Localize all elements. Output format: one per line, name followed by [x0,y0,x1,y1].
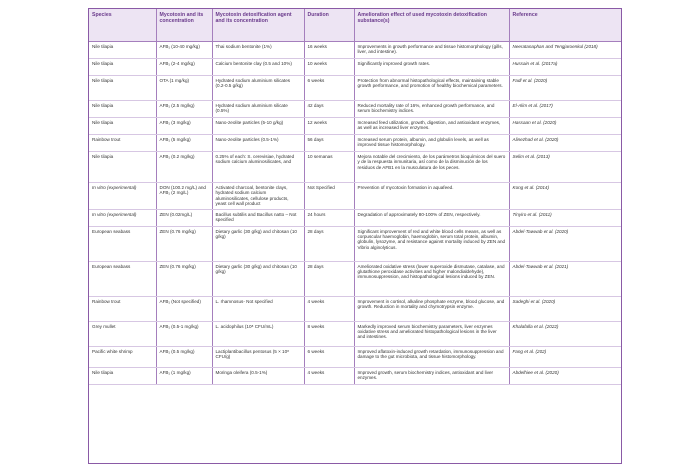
cell-agent: Hydrated sodium aluminium silicate (0.5%) [212,101,304,118]
cell-species: Nile tilapia [89,152,156,183]
header-mycotoxin: Mycotoxin and its concentration [156,9,212,42]
cell-reference: Abdel-Tawwab et al. (2021) [509,261,621,296]
cell-duration: 4 weeks [304,296,354,321]
header-species: Species [89,9,156,42]
cell-duration: 6 weeks [304,76,354,101]
table-row [89,346,621,367]
cell-mycotoxin: ZEN (0.02mg/L) [156,209,212,226]
table-row [89,152,621,183]
table-row [89,76,621,101]
mycotoxin-table [89,9,621,385]
table-row [89,135,621,152]
cell-effect: Significantly improved growth rates. [354,59,509,76]
cell-duration: 16 weeks [304,42,354,59]
cell-species: European seabass [89,261,156,296]
cell-duration: 28 days [304,226,354,261]
cell-mycotoxin: ZEN (0.76 mg/kg) [156,226,212,261]
cell-species: Grey mullet [89,321,156,346]
cell-agent: Activated charcoal, bentonite clays, hydrated sodium calcium aluminosilicates, cellulose products, yeast cell wall product [212,183,304,210]
cell-agent: Nano-zeolite particles (0.5-1%) [212,135,304,152]
cell-reference: Alinezhad et al. (2020) [509,135,621,152]
cell-mycotoxin: AFB₁ (10-40 mg/kg) [156,42,212,59]
cell-agent: L. acidophilus (10⁸ CFU/mL) [212,321,304,346]
cell-mycotoxin: OTA (1 mg/kg) [156,76,212,101]
cell-effect: Reduced mortality rate of 16%, enhanced growth performance, and serum biochemistry indices. [354,101,509,118]
cell-mycotoxin: AFB₁ (0.5-1 mg/kg) [156,321,212,346]
cell-effect: Significant improvement of red and white blood cells means, as well as corpuscular haemoglobin, haemoglobin, serum total protein, albumin, globulin, lysozyme, and resistance against mortality induced by ZEN and Vibrio alginolyticus. [354,226,509,261]
cell-effect: Protection from abnormal histopathological effects, maintaining stable growth performance, and promotion of healthy biochemical parameters. [354,76,509,101]
table-row [89,183,621,210]
cell-agent: Hydrated sodium aluminium silicates (0.2-0.5 g/kg) [212,76,304,101]
cell-duration: 10 semanas [304,152,354,183]
cell-species: Rainbow trout [89,296,156,321]
cell-reference: Fang et al. (202) [509,346,621,367]
cell-duration: 6 weeks [304,346,354,367]
cell-agent: Thai sodium bentonite (1%) [212,42,304,59]
cell-species: Nile tilapia [89,101,156,118]
header-agent: Mycotoxin detoxification agent and its concentration [212,9,304,42]
cell-species: Nile tilapia [89,367,156,384]
cell-mycotoxin: AFB₁ (Not specified) [156,296,212,321]
header-effect: Amelioration effect of used mycotoxin detoxification substance(s) [354,9,509,42]
cell-mycotoxin: AFB₁ (2-4 mg/kg) [156,59,212,76]
cell-agent: 0.25% of each: S. cerevisiae, hydrated sodium calcium aluminosilicates, and [212,152,304,183]
table-row [89,209,621,226]
table-row [89,101,621,118]
cell-duration: 12 weeks [304,118,354,135]
cell-duration: 24 hours [304,209,354,226]
cell-mycotoxin: AFB₁ (3 mg/kg) [156,118,212,135]
cell-reference: Fadl et al. (2020) [509,76,621,101]
cell-effect: Ameliorated oxidative stress (lower superoxide dismutase, catalase, and glutathione peroxidase activities and higher malondialdehyde), immunosuppression, and histopathological lesions induced by ZEN. [354,261,509,296]
cell-reference: El-Alim et al. (2017) [509,101,621,118]
header-duration: Duration [304,9,354,42]
table-row [89,226,621,261]
cell-reference: Selim et al. (2013) [509,152,621,183]
cell-mycotoxin: AFB₁ (0.2 mg/kg) [156,152,212,183]
cell-effect: Improvements in growth performance and tissue histomorphology (gills, liver, and intestine). [354,42,509,59]
cell-mycotoxin: ZEN (0.76 mg/kg) [156,261,212,296]
cell-duration: Not Specified [304,183,354,210]
cell-reference: Tinyiro et al. (2011) [509,209,621,226]
cell-duration: 10 weeks [304,59,354,76]
table-row [89,42,621,59]
cell-reference: Kong et al. (2014) [509,183,621,210]
cell-species: In vitro (experimental) [89,183,156,210]
cell-species: In vitro (experimental) [89,209,156,226]
table-row [89,367,621,384]
cell-duration: 8 weeks [304,321,354,346]
cell-reference: Hussain et al. (2017a) [509,59,621,76]
cell-effect: Markedly improved serum biochemistry parameters, liver enzymes oxidative stress and ameliorated histopathological lesions in the liver and intestines. [354,321,509,346]
cell-effect: Increased feed utilization, growth, digestion, and antioxidant enzymes, as well as increased liver enzymes. [354,118,509,135]
cell-mycotoxin: AFB₁ (0.5 mg/kg) [156,346,212,367]
cell-effect: Prevention of mycotoxin formation in aquafeed. [354,183,509,210]
table-row [89,118,621,135]
header-row [89,9,621,42]
cell-species: Nile tilapia [89,76,156,101]
cell-agent: Nano-zeolite particles (5-10 g/kg) [212,118,304,135]
cell-effect: Degradation of approximately 80-100% of ZEN, respectively. [354,209,509,226]
cell-species: Nile tilapia [89,118,156,135]
cell-agent: L. rhamnosus- Not specified [212,296,304,321]
cell-duration: 56 days [304,135,354,152]
cell-effect: Improvement in cortisol, alkaline phosphate enzyme, blood glucose, and growth. Reduction in mortality and chymotrypsin enzyme. [354,296,509,321]
cell-effect: Improved growth, serum biochemistry indices, antioxidant and liver enzymes. [354,367,509,384]
cell-effect: Mejora notable del crecimiento, de los parámetros bioquímicos del suero y de la respuesta inmunitaria, así como de la disminución de los residuos de AFB1 en la musculatura de los peces. [354,152,509,183]
cell-agent: Lactiplantibacillus pentosus (5 × 10⁸ CFU/g) [212,346,304,367]
cell-agent: Calcium bentonite clay (0.5 and 10%) [212,59,304,76]
cell-agent: Bacillus subtilis and Bacillus natto – Not specified [212,209,304,226]
table-row [89,321,621,346]
cell-mycotoxin: DON (100.2 mg/L) and AFB₁ (2 mg/L) [156,183,212,210]
table-row [89,59,621,76]
table-row [89,261,621,296]
cell-reference: Abdelhiee et al. (2020) [509,367,621,384]
table-container [88,8,622,464]
cell-species: Pacific white shrimp [89,346,156,367]
cell-duration: 42 days [304,101,354,118]
cell-reference: Abdel-Tawwab et al. (2020) [509,226,621,261]
cell-species: Nile tilapia [89,59,156,76]
cell-mycotoxin: AFB₁ (2.5 mg/kg) [156,101,212,118]
header-reference: Reference [509,9,621,42]
cell-reference: Neeratanaphan and Tengjaroenkul (2018) [509,42,621,59]
cell-species: European seabass [89,226,156,261]
cell-reference: Khalafalla et al. (2022) [509,321,621,346]
cell-duration: 28 days [304,261,354,296]
cell-species: Nile tilapia [89,42,156,59]
cell-reference: Sadeghi et al. (2020) [509,296,621,321]
cell-duration: 4 weeks [304,367,354,384]
cell-agent: Dietary garlic (30 g/kg) and chitosan (10 g/kg) [212,226,304,261]
cell-agent: Dietary garlic (30 g/kg) and chitosan (10 g/kg) [212,261,304,296]
cell-mycotoxin: AFB₁ (1 mg/kg) [156,367,212,384]
cell-reference: Hassaan et al. (2020) [509,118,621,135]
cell-effect: Improved aflatoxin-induced growth retardation, immunosuppression and damage to the gut microbiota, and tissue histomorphology. [354,346,509,367]
cell-mycotoxin: AFB₁ (5 mg/kg) [156,135,212,152]
cell-effect: Increased serum protein, albumin, and globulin levels, as well as improved tissue histomorphology. [354,135,509,152]
cell-agent: Moringa oleifera (0.5-1%) [212,367,304,384]
cell-species: Rainbow trout [89,135,156,152]
table-row [89,296,621,321]
